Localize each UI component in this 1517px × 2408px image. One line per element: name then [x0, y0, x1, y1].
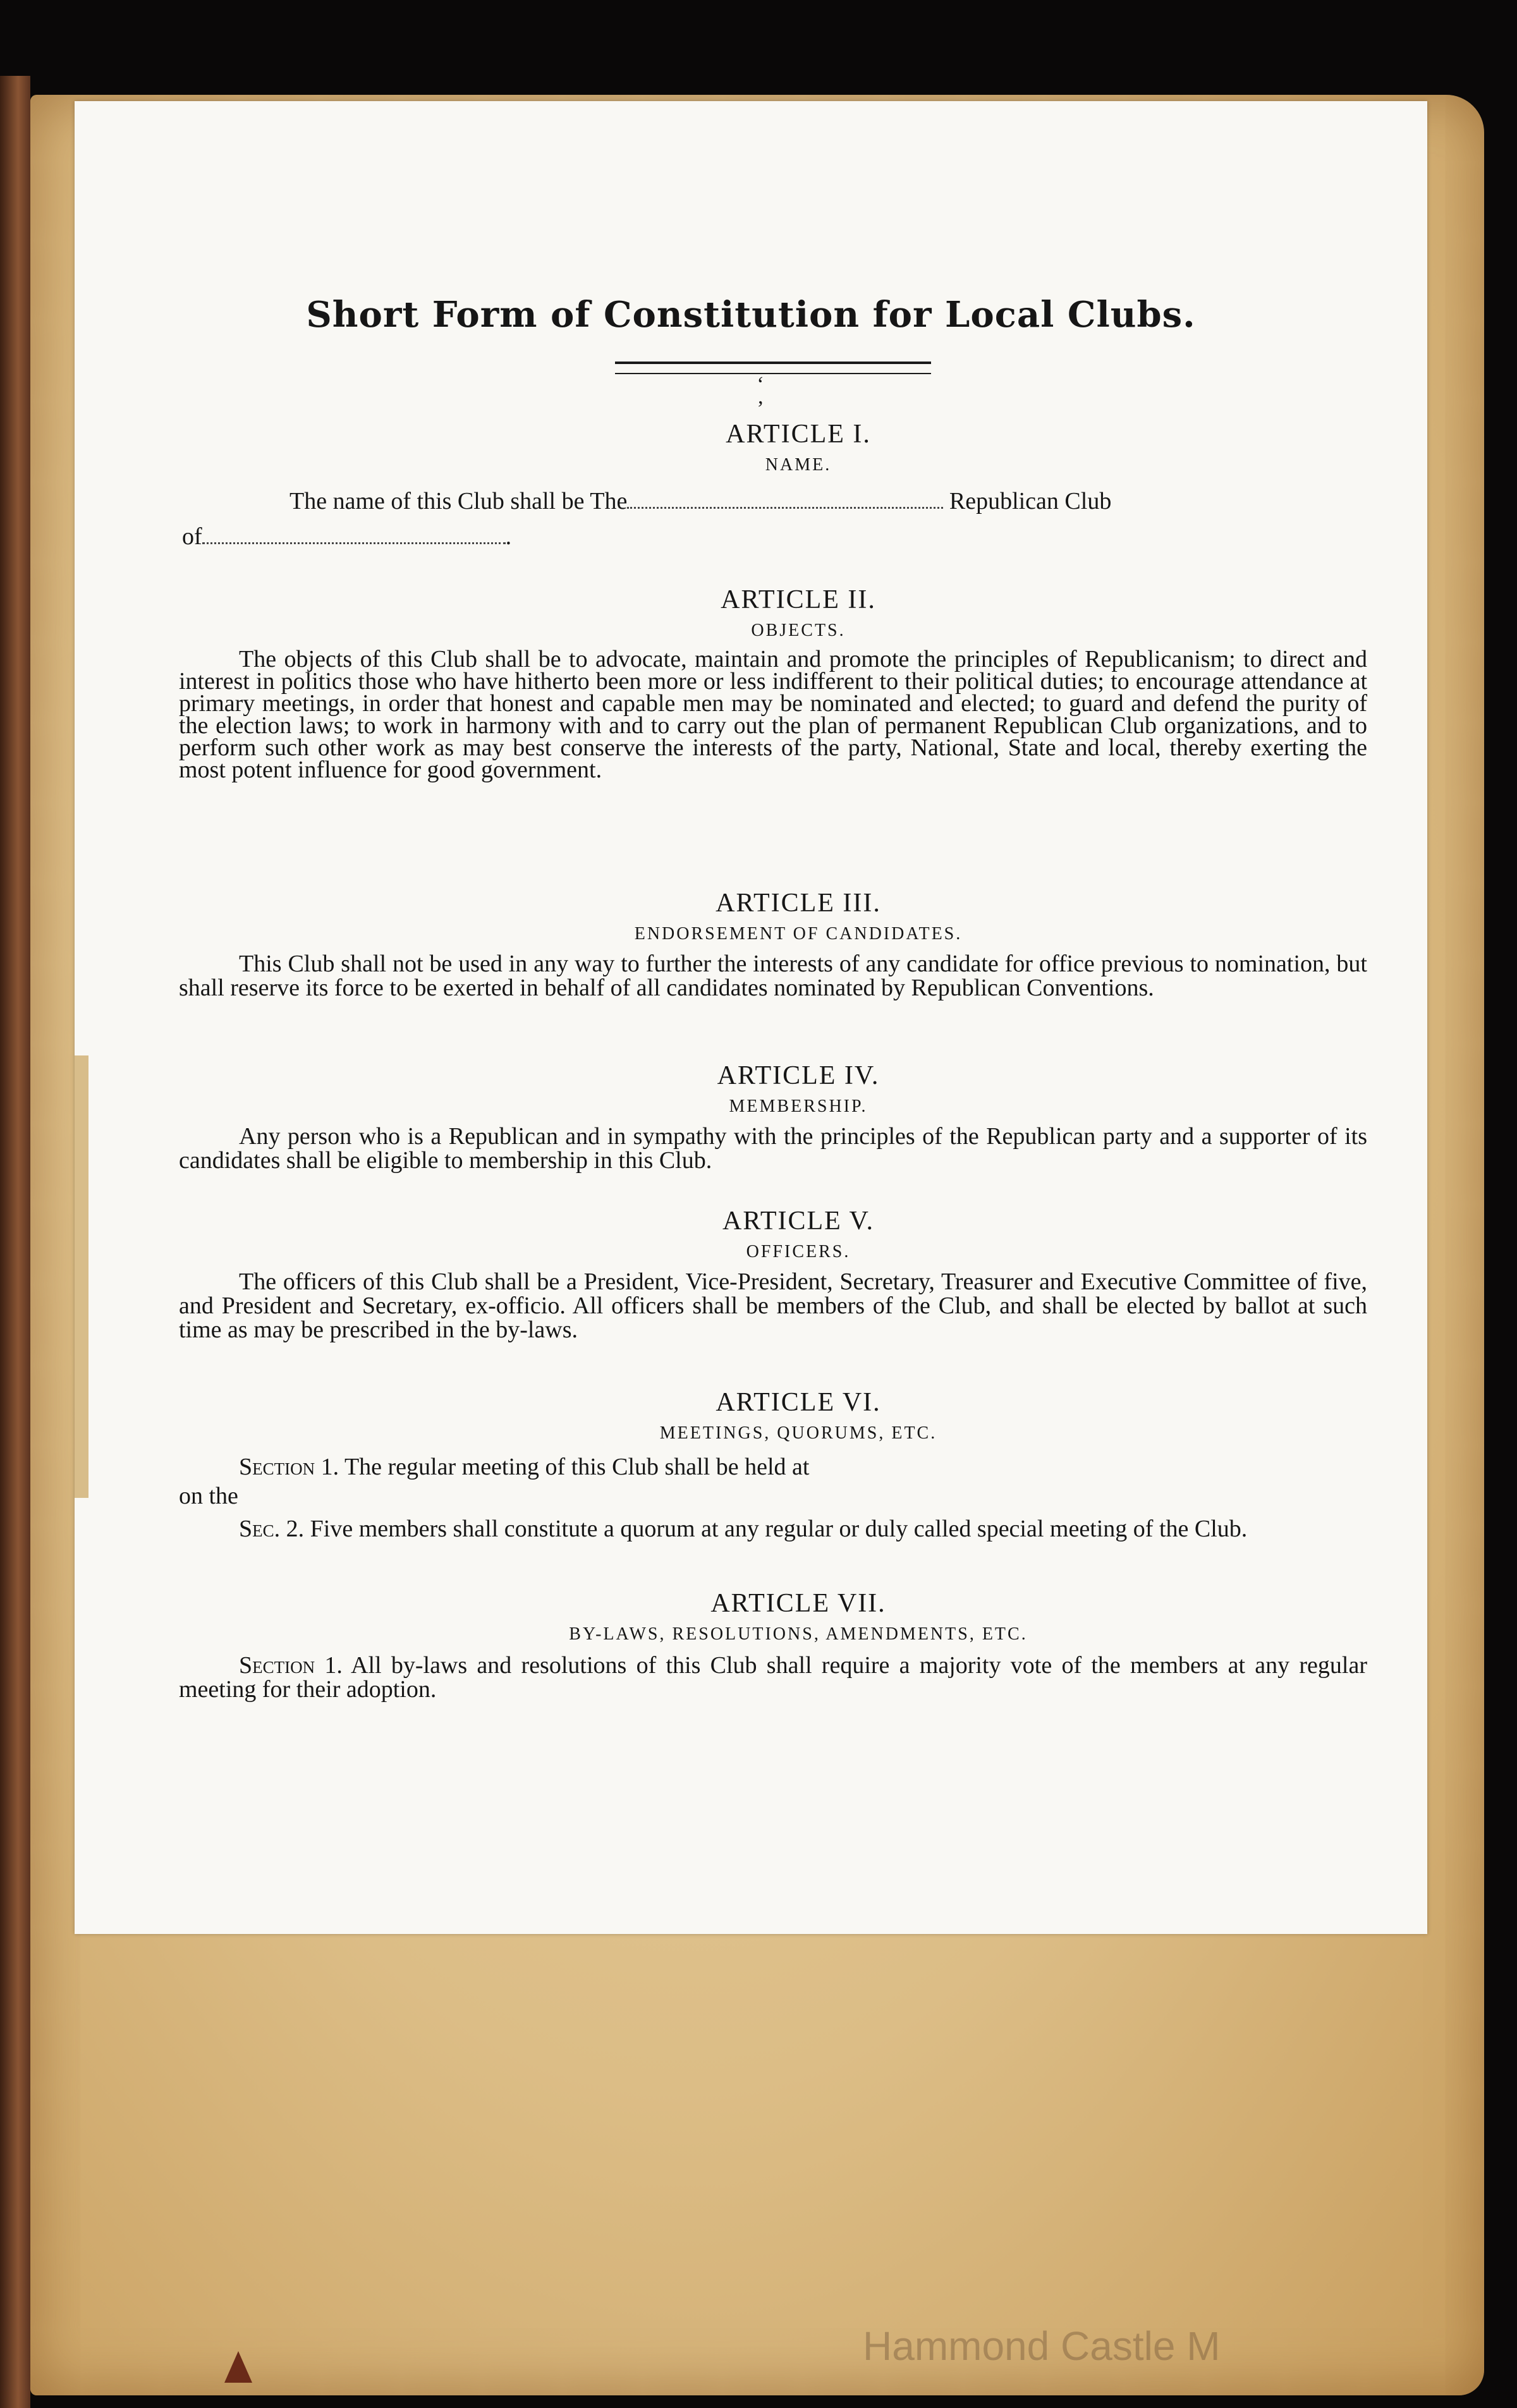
- article-subheading: OBJECTS.: [751, 621, 846, 640]
- club-name-line: [229, 487, 1367, 516]
- book-binding-edge: [0, 76, 30, 2408]
- article-heading: ARTICLE V.: [722, 1207, 874, 1236]
- section-1: [229, 1452, 1367, 1481]
- club-name-blank: [627, 489, 943, 509]
- article-subheading: BY-LAWS, RESOLUTIONS, AMENDMENTS, ETC.: [569, 1624, 1028, 1644]
- section-label: Sec. 2.: [239, 1516, 305, 1542]
- document-title: Short Form of Constitution for Local Clubs.: [306, 294, 1196, 336]
- section-label: Section 1.: [239, 1652, 343, 1679]
- article-text: The objects of this Club shall be to advocate, maintain and promote the principles of Republicanism; to direct and interest in politics those who have hitherto been more or less indifferent to their political duties; to encourage attendance at primary meetings, in order that honest and capable men may be nominated and elected; to guard and defend the purity of the election laws; to work in harmony with and to carry out the plan of permanent Republican Club organizations, and to perform such other work as may best conserve the interests of the party, National, State and local, thereby exerting the most potent influence for good government.: [179, 646, 1367, 783]
- club-location-prefix: of: [182, 523, 202, 550]
- section-text: The regular meeting of this Club shall be held at: [344, 1454, 810, 1480]
- watermark: Hammond Castle M: [863, 2323, 1221, 2369]
- article-heading: ARTICLE II.: [721, 585, 876, 614]
- section-1-continuation: on the: [179, 1483, 238, 1509]
- club-location-blank: [202, 525, 506, 544]
- article-3: [179, 886, 1367, 1001]
- article-5: [179, 1204, 1367, 1343]
- section-1: [179, 1653, 1367, 1701]
- article-text: The officers of this Club shall be a President, Vice-President, Secretary, Treasurer and Executive Committee of five, and President and Secretary, ex-officio. All officers shall be members of the Club, and shall be elected by ballot at such time as may be prescribed in the by-laws.: [179, 1268, 1367, 1343]
- article-4: [179, 1059, 1367, 1174]
- article-1: [182, 417, 1367, 551]
- club-location-line: [182, 522, 1367, 551]
- article-subheading: ENDORSEMENT OF CANDIDATES.: [634, 924, 963, 944]
- printed-constitution-sheet: [75, 101, 1427, 1934]
- page-stain-mark: [224, 2351, 252, 2383]
- article-subheading: MEMBERSHIP.: [729, 1097, 868, 1116]
- article-text: Any person who is a Republican and in sympathy with the principles of the Republican party and a supporter of its candidates shall be eligible to membership in this Club.: [179, 1123, 1367, 1174]
- article-heading: ARTICLE III.: [716, 889, 881, 918]
- club-name-suffix: Republican Club: [949, 488, 1112, 514]
- title-rule-divider: [615, 362, 931, 374]
- article-heading: ARTICLE I.: [726, 420, 871, 449]
- article-heading: ARTICLE VII.: [710, 1589, 886, 1618]
- article-6: [179, 1385, 1367, 1542]
- club-location-period: .: [505, 523, 512, 550]
- article-heading: ARTICLE VI.: [716, 1388, 881, 1417]
- article-subheading: OFFICERS.: [746, 1242, 851, 1262]
- section-2: [179, 1517, 1367, 1541]
- section-label: Section 1.: [239, 1454, 339, 1480]
- title-ornament: ‘ ’: [757, 373, 789, 420]
- article-subheading: NAME.: [765, 455, 832, 475]
- article-text: This Club shall not be used in any way to further the interests of any candidate for office previous to nomination, but shall reserve its force to be exerted in behalf of all candidates nominated by Republican Conventions.: [179, 951, 1367, 1001]
- section-text: All by-laws and resolutions of this Club shall require a majority vote of the members at any regular meeting for their adoption.: [179, 1652, 1367, 1703]
- article-subheading: MEETINGS, QUORUMS, ETC.: [659, 1423, 937, 1443]
- sheet-torn-edge: [75, 1055, 88, 1498]
- article-7: [179, 1586, 1367, 1703]
- club-name-text: The name of this Club shall be The: [289, 488, 628, 514]
- article-2: [179, 583, 1367, 783]
- article-heading: ARTICLE IV.: [717, 1061, 880, 1090]
- section-text: Five members shall constitute a quorum at any regular or duly called special meeting of the Club.: [310, 1516, 1248, 1542]
